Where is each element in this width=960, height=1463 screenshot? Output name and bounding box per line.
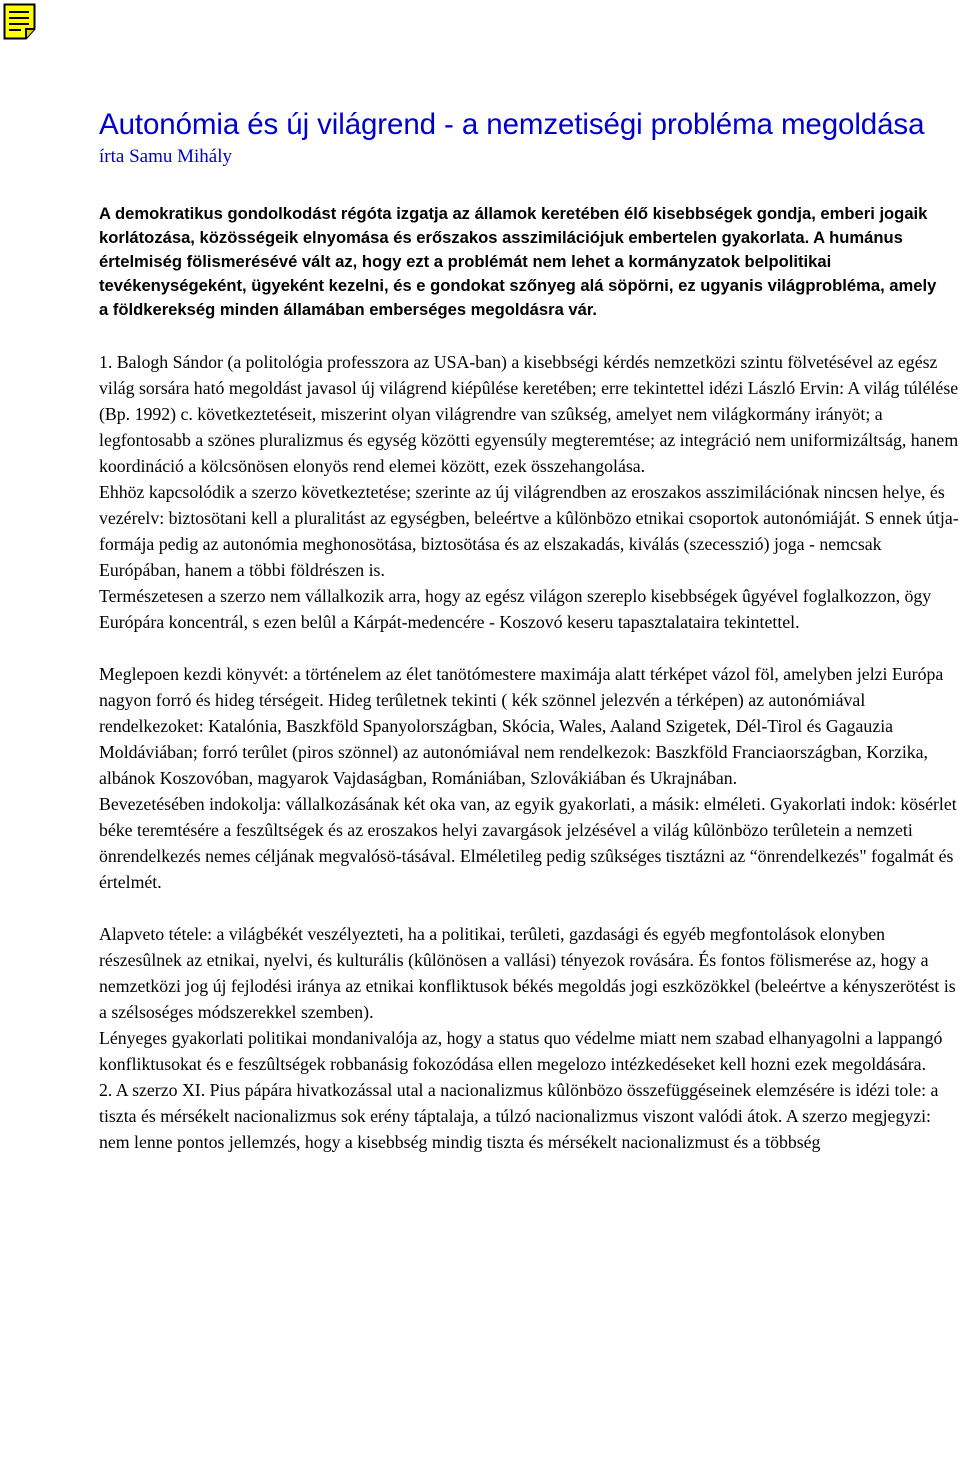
article-body xyxy=(99,349,960,1155)
paragraph-4: Meglepoen kezdi könyvét: a történelem az élet tanötómestere maximája alatt térképet vázol föl, amelyben jelzi Európa nagyon forró és hideg térségeit. Hideg terûletnek tekinti ( kék szönnel jelezvén a térképen) az autonómiával rendelkezoket: Katalónia, Baszkföld Spanyolországban, Skócia, Wales, Aaland Szigetek, Dél-Tirol és Gagauzia Moldáviában; forró terûlet (piros szönnel) az autonómiával nem rendelkezok: Baszkföld Franciaországban, Korzika, albánok Koszovóban, magyarok Vajdaságban, Romániában, Szlovákiában és Ukrajnában. xyxy=(99,664,944,788)
article-lead: A demokratikus gondolkodást régóta izgatja az államok keretében élő kisebbségek gondja, emberi jogaik korlátozása, közösségeik elnyomása és erőszakos asszimilációjuk embertelen gyakorlata. A humánus értelmiség fölismerésévé vált az, hogy ezt a problémát nem lehet a kormányzatok belpolitikai tevékenységeként, ügyeként kezelni, és e gondokat szőnyeg alá söpörni, ez ugyanis világprobléma, amely a földkerekség minden államában emberséges megoldásra vár. xyxy=(99,204,937,319)
article xyxy=(99,106,960,1155)
paragraph-8: 2. A szerzo XI. Pius pápára hivatkozással utal a nacionalizmus kûlönbözo összefüggéseinek elemzésére is idézi tole: a tiszta és mérsékelt nacionalizmus sok erény táptalaja, a túlzó nacionalizmus viszont valódi átok. A szerzo megjegyzi: nem lenne pontos jellemzés, hogy a kisebbség mindig tiszta és mérsékelt nacionalizmust és a többség xyxy=(99,1080,939,1152)
paragraph-5: Bevezetésében indokolja: vállalkozásának két oka van, az egyik gyakorlati, a másik: elméleti. Gyakorlati indok: kösérlet béke teremtésére a feszûltségek és az eroszakos helyi zavargások jelzésével a világ kûlönbözo terûletein a nemzeti önrendelkezés nemes céljának megvalósö-tásával. Elméletileg pedig szûkséges tisztázni az “önrendelkezés" fogalmát és értelmét. xyxy=(99,794,957,892)
paragraph-2: Ehhöz kapcsolódik a szerzo következtetése; szerinte az új világrendben az eroszakos asszimilációnak nincsen helye, és vezérelv: biztosötani kell a pluralitást az egységben, beleértve a kûlönbözo etnikai csoportok autonómiáját. S ennek útja-formája pedig az autonómia meghonosötása, biztosötása és az elszakadás, kiválás (szecesszió) joga - nemcsak Európában, hanem a többi földrészen is. xyxy=(99,482,959,580)
paragraph-3: Természetesen a szerzo nem vállalkozik arra, hogy az egész világon szereplo kisebbségek ûgyével foglalkozzon, ögy Európára koncentrál, s ezen belûl a Kárpát-medencére - Koszovó keseru tapasztalataira tekintettel. xyxy=(99,586,932,632)
paragraph-7: Lényeges gyakorlati politikai mondanivalója az, hogy a status quo védelme miatt nem szabad elhanyagolni a lappangó konfliktusokat és e feszûltségek robbanásig fokozódása ellen megelozo intézkedéseket kell hozni ezek megoldására. xyxy=(99,1028,943,1074)
note-icon[interactable] xyxy=(3,3,36,40)
article-title: Autonómia és új világrend - a nemzetiségi probléma megoldása xyxy=(99,108,925,141)
paragraph-6: Alapveto tétele: a világbékét veszélyezteti, ha a politikai, terûleti, gazdasági és egyéb megfontolások elonyben részesûlnek az etnikai, nyelvi, és kulturális (kûlönösen a vallási) tényezok rovására. És fontos fölismerése az, hogy a nemzetközi jog új fejlodési iránya az etnikai konfliktusok békés megoldás jogi eszközökkel (beleértve a kényszerötést is a szélsoséges módszerekkel szemben). xyxy=(99,924,956,1022)
article-author: írta Samu Mihály xyxy=(99,146,232,167)
paragraph-1: 1. Balogh Sándor (a politológia professzora az USA-ban) a kisebbségi kérdés nemzetközi szintu fölvetésével az egész világ sorsára ható megoldást javasol új világrend kiépûlése keretében; erre tekintettel idézi László Ervin: A világ túlélése (Bp. 1992) c. következtetéseit, miszerint olyan világrendre van szûkség, amelyet nem világkormány irányöt; a legfontosabb a szönes pluralizmus és egység közötti egyensúly megteremtése; az integráció nem uniformizáltság, hanem koordináció a kölcsönösen elonyös rend elemei között, ezek összehangolása. xyxy=(99,352,959,476)
